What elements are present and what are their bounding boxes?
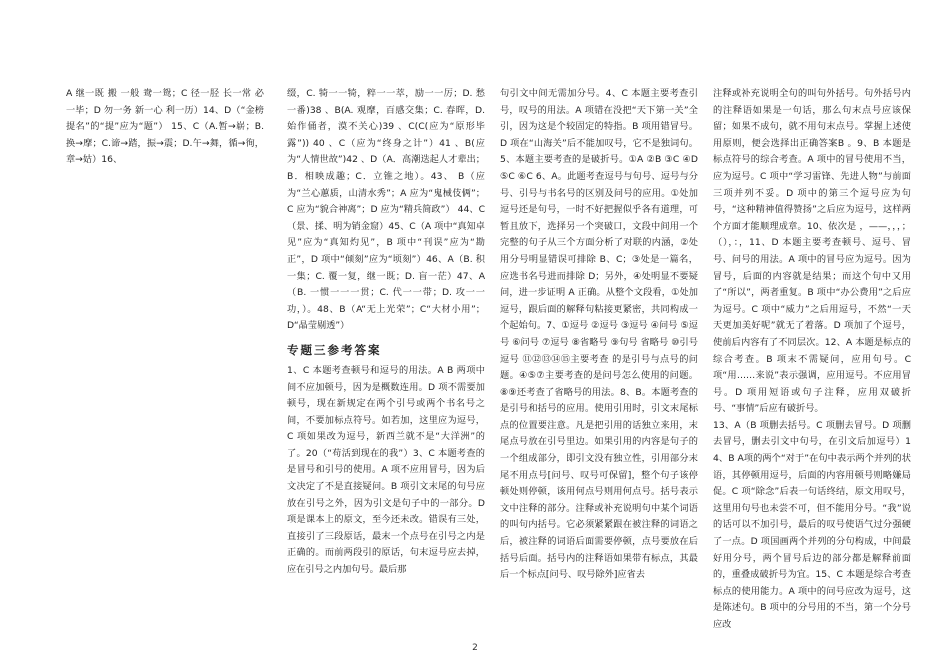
column-4-paragraph-2: 13、A（B 项删去括号。C 项删去冒号。D 项删去冒号，删去引文中句号，在引文后加逗号）14、B A项的两个“对于”在句中表示两个并列的状语，其停顿用逗号，后面的内容用顿号则略嫌局促。C 项“除念”后表一句话终结，原文用叹号，这里用句号也未尝不可，但不能用分号。“我”说的话可以不加引号，最后的叹号使语气过分强硬了一点。D 项国画两个并列的分句构成，中间最好用分号，两个冒号后边的部分都是解释前面的，重叠成破折号为宜。15、C 本题是综合考查标点的使用能力。A 项中的问号应改为逗号，这是陈述句。B 项中的分号用的不当，第一个分号应改 — [713, 419, 911, 630]
column-2 — [287, 86, 485, 621]
section-heading-3-answers: 专题三参考答案 — [287, 342, 382, 357]
column-2-paragraph-2: 1、C 本题考查顿号和逗号的用法。A B 两项中间不应加顿号，因为是概数连用。D 项不需要加顿号，现在新规定在两个引号或两个书名号之间，不要加标点符号。如若加，这里应为逗号，C 项如果改为逗号，新西兰就不是“大洋洲”的了。20（“苟活到现在的我”）3、C 本题考查的是冒号和引号的使用。A 项不应用冒号，因为后文决定了不是直接疑问。B 项引文末尾的句号应放在引号之外，因为引文是句子中的一部分。D 项是课本上的原文，至今还未改。错误有三处，直接引了三段原话，最末一个点号在引号之内是正确的。而前两段引的原话，句末逗号应去掉，应在引号之内加句号。最后那 — [287, 364, 485, 576]
column-4-paragraph-1: 注释或补充说明全句的叫句外括号。句外括号内的注释语如果是一句话，那么句末点号应该保留；如果不成句，就不用句末点号。掌握上述使用原则，便会选择出正确答案B 。9、B 本题是标点符号的综合考查。A 项中的冒号使用不当，应为逗号。C 项中“学习雷锋、先进人物”与前面三项并列不妥。D 项中的第三个逗号应为句号，“这种精神值得赞扬”之后应为逗号，这样两个方面才能顺理成章。10、依次是 ，——，，，；（），：，11、D 本题主要考查顿号、逗号、冒号、问号的用法。A 项中的冒号应为逗号。因为冒号，后面的内容就是结果；而这个句中又用了“所以”，两者重复。B 项中“办公费用”之后应为逗号。C 项中“威力”之后用逗号，不然“一天天更加美好呢”就无了着落。D 项加了个逗号，使前后内容有了不同层次。12、A 本题是标点的综合考查。B 项末不需疑问，应用句号。C 项“用……来说”表示强调，应用逗号。不应用冒号。D 项用短语或句子注释，应用双破折号、“事情”后应有破折号。 — [713, 88, 911, 415]
column-4 — [713, 86, 911, 630]
column-1 — [66, 86, 264, 621]
column-2-paragraph-1: 缀，C. 犄一一犄，粹一一萃，励一一厉；D. 愁一番)38 、B(A. 观摩，百感交集；C. 春晖，D. 始作俑者，漠不关心)39 、C(C(应为“原形毕露”)) 40 、C（应为“终身之计”）41 、B(应为“人情世故”)42 、D（A．高潮迭起人才辈出；B．相映成趣；C．立锥之地）。43、 B（应为“兰心蕙质，山清水秀”；A 应为“鬼械伎俩”；C 应为“貌合神离”；D 应为“精兵简政”） 44、C（景、揉、明为销金窟）45、C（A 项中“真知卓见”应为“真知灼见”，B 项中“刊误”应为“勘正”，D 项中“倾刻”应为“顷刻”）46、A（B. 积一集；C. 覆一复，继一既；D. 盲一茫）47、A（B. 一惯一一一贯；C. 代一一带；D. 攻一一功，）。48、B（A“无上光荣”；C“大材小用”；D“晶莹剔透”） — [287, 88, 485, 332]
column-3 — [500, 86, 698, 621]
column-3-paragraph-1: 句引文中间无需加分号。4、C 本题主要考查引号，叹号的用法。A 项错在没把“天下第一关”全引，因为这是个较固定的特指。B 项用错冒号。D 项在“山海关”后不能加叹号，它不是独词句。 5、本题主要考查的是破折号。①A ②B ③C ④D ⑤C ⑥C 6、A。此题考查逗号与句号、逗号与分号、引号与书名号的区别及问号的应用。①处加逗号还是句号，一时不好把握似乎各有道理，可暂且放下，选择另一个突破口，文段中间用一个完整的句子从三个方面分析了对联的内涵，②处用分号明显错误可排除 B、C；③处是一篇名，应选书名号进而排除 D；另外，④处明显不要疑问，进一步证明 A 正确。从整个文段看，①处加逗号，跟后面的解释句粘接更紧密，共同构成一个起始句。7、①逗号 ②逗号 ③逗号 ④问号 ⑤逗号 ⑥问号 ⑦逗号 ⑧省略号 ⑨句号 省略号 ⑩引号 逗号 ⑪⑫⑬⑭⑮主要考查 的是引号与点号的问题。④⑤⑦主要考查的是问号怎么使用的问题。⑧⑨还考查了省略号的用法。8、B。本题考查的是引号和括号的应用。使用引用时，引文末尾标点的位置要注意。凡是把引用的话独立来用，末尾点号放在引号里边。如果引用的内容是句子的一个组成部分，即引文没有独立性，引用部分末尾不用点号[问号、叹号可保留]，整个句子该停顿处则停顿，该用何点号则用何点号。括号表示文中注释的部分。注释或补充说明句中某个词语的叫句内括号。它必须紧紧跟在被注释的词语之后，被注释的词语后面需要停顿，点号要放在后括号后面。括号内的注释语如果带有标点，其最后一个标点[问号、叹号除外]应省去 — [500, 88, 698, 581]
page-number: 2 — [472, 643, 478, 653]
column-1-paragraph-1: A 继一既 搬 一般 鸯一鸳；C 径一胫 长一常 必一毕；D 勿一务 新一心 利一历）14、D（“金榜提名”的“提”应为“题”） 15、C（A.暂→崭；B.换→摩；C.谛→踏，振→震；D.午→舞，循→徇，章→姑）16、 — [66, 88, 264, 166]
